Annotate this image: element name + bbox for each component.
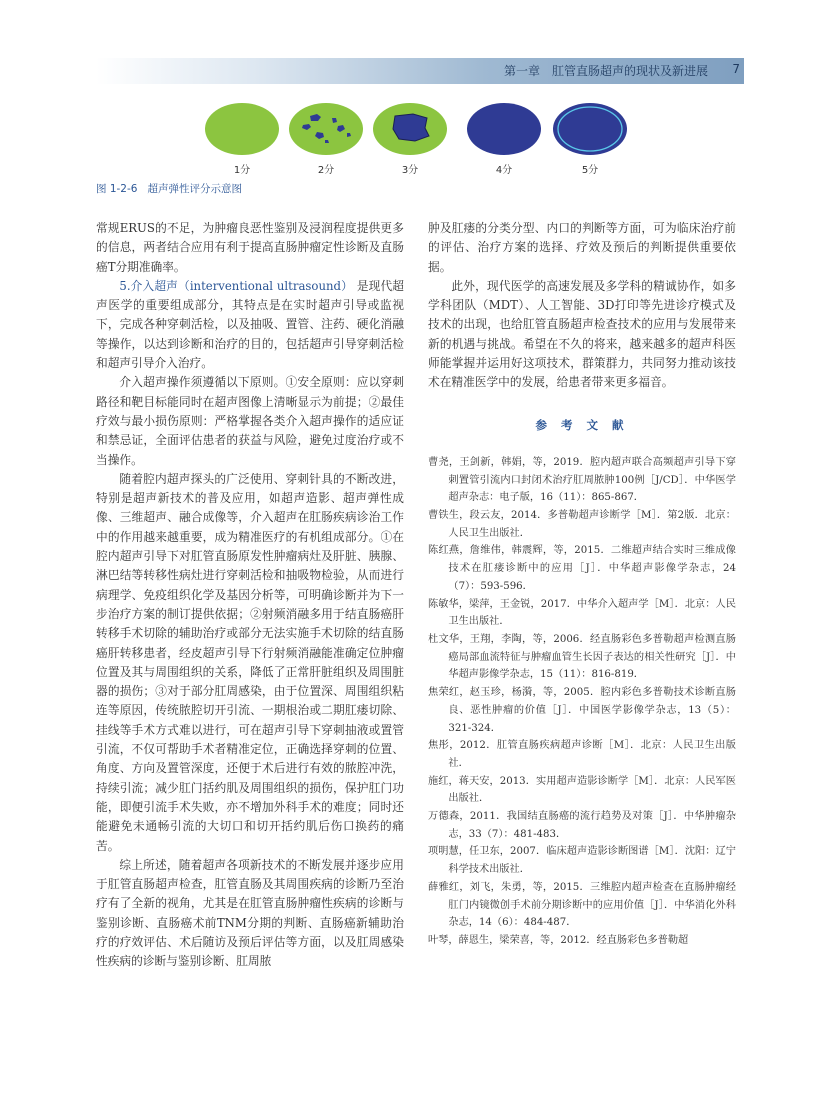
score-label-1: 1分: [233, 165, 251, 176]
figure-caption: [96, 181, 242, 196]
reference-item: 焦彤，2012．肛管直肠疾病超声诊断［M］．北京：人民卫生出版社．: [428, 740, 736, 769]
score-2-ellipse: [289, 103, 363, 155]
reference-item: 曹尧，王剑新，韩娟，等，2019．腔内超声联合高频超声引导下穿刺置管引流内口封闭术治疗肛周脓肿100例［J/CD］．中华医学超声杂志：电子版，16（11）：865-867．: [428, 456, 736, 504]
reference-item: 陈敏华，梁萍，王金锐，2017．中华介入超声学［M］．北京：人民卫生出版社．: [428, 598, 736, 628]
score-1-ellipse: [205, 103, 279, 155]
reference-list: [428, 454, 736, 950]
right-paragraph-2: 此外，现代医学的高速发展及多学科的精诚协作，如多学科团队（MDT）、人工智能、3D打印等先进诊疗模式及技术的出现，也给肛管直肠超声检查技术的应用与发展带来新的机遇与挑战。希望在不久的将来，越来越多的超声科医师能掌握并运用好这项技术，群策群力，共同努力推动该技术在精准医学中的发展，给患者带来更多福音。: [428, 278, 736, 390]
left-paragraph-4: 综上所述，随着超声各项新技术的不断发展并逐步应用于肛管直肠超声检查，肛管直肠及其周围疾病的诊断乃至治疗有了全新的视角，尤其是在肛管直肠肿瘤性疾病的诊断与鉴别诊断、直肠癌术前TNM分期的判断、直肠癌新辅助治疗的疗效评估、术后随访及预后评估等方面，以及肛周感染性疾病的诊断与鉴别诊断、肛周脓: [96, 857, 404, 969]
reference-item: 项明慧，任卫东，2007．临床超声造影诊断图谱［M］．沈阳：辽宁科学技术出版社．: [428, 846, 736, 876]
left-column: [96, 219, 404, 972]
reference-item: 施红，蒋天安，2013．实用超声造影诊断学［M］．北京：人民军医出版社．: [428, 775, 736, 805]
page-number: 7: [732, 62, 740, 76]
score-label-4: 4分: [495, 165, 513, 176]
right-column: [428, 219, 736, 950]
figure-caption-title: 超声弹性评分示意图: [147, 183, 242, 195]
score-label-5: 5分: [581, 165, 599, 176]
left-paragraph-3: 随着腔内超声探头的广泛使用、穿刺针具的不断改进，特别是超声新技术的普及应用，如超声造影、超声弹性成像、三维超声、融合成像等，介入超声在肛肠疾病诊治工作中的作用越来越重要，成为精准医疗的有机组成部分。①在腔内超声引导下对肛管直肠原发性肿瘤病灶及肝脏、胰腺、淋巴结等转移性病灶进行穿刺活检和抽吸物检验，从而进行病理学、免疫组织化学及基因分析等，可明确诊断并为下一步治疗方案的制订提供依据；②射频消融多用于结直肠癌肝转移手术切除的辅助治疗或部分无法实施手术切除的结直肠癌肝转移患者，经皮超声引导下行射频消融能准确定位肿瘤位置及其与周围组织的关系，降低了正常肝脏组织及周围脏器的损伤；③对于部分肛周感染，由于位置深、周围组织粘连等原因，传统脓腔切开引流、一期根治或二期肛瘘切除、挂线等手术方式难以进行，可在超声引导下穿刺抽液或置管引流，不仅可帮助手术者精准定位，正确选择穿刺的位置、角度、方向及置管深度，还便于术后进行有效的脓腔冲洗，持续引流；减少肛门括约肌及周围组织的损伤，保护肛门功能，即便引流手术失败，亦不增加外科手术的难度；同时还能避免未通畅引流的大切口和切开括约肌后伤口换药的痛苦。: [96, 471, 404, 853]
right-paragraph-1: 肿及肛瘘的分类分型、内口的判断等方面，可为临床治疗前的评估、治疗方案的选择、疗效及预后的判断提供重要依据。: [428, 221, 736, 274]
section-5-paragraph: [96, 277, 404, 373]
left-paragraph-1: 常规ERUS的不足，为肿瘤良恶性鉴别及浸润程度提供更多的信息，两者结合应用有利于提高直肠肿瘤定性诊断及直肠癌T分期准确率。: [96, 221, 404, 274]
reference-item: 焦荣红，赵玉珍，杨漪，等，2005．腔内彩色多普勒技术诊断直肠良、恶性肿瘤的价值［J］．中国医学影像学杂志，13（5）：321-324．: [428, 687, 736, 734]
reference-item: 杜文华，王翔，李陶，等，2006．经直肠彩色多普勒超声检测直肠癌局部血流特征与肿瘤血管生长因子表达的相关性研究［J］．中华超声影像学杂志，15（11）：816-819．: [428, 634, 736, 681]
score-label-2: 2分: [317, 165, 335, 176]
score-5-ellipse: [553, 103, 627, 155]
reference-item: 万德森，2011．我国结直肠癌的流行趋势及对策［J］．中华肿瘤杂志，33（7）：481-483．: [428, 811, 736, 840]
score-3-blue-area: [393, 114, 429, 141]
section-5-heading: 5.介入超声（interventional ultrasound）: [119, 278, 353, 293]
reference-item: 曹铁生，段云友，2014．多普勒超声诊断学［M］．第2版．北京：人民卫生出版社．: [428, 510, 736, 539]
chapter-title: 第一章 肛管直肠超声的现状及新进展: [503, 64, 708, 78]
reference-item: 叶琴，薛恩生，梁荣喜，等，2012．经直肠彩色多普勒超: [428, 934, 689, 946]
reference-item: 陈红燕，詹维伟，韩震辉，等，2015．二维超声结合实时三维成像技术在肛瘘诊断中的应用［J］．中华超声影像学杂志，24（7）：593-596．: [428, 545, 736, 592]
score-4-ellipse: [467, 103, 541, 155]
figure-caption-label: 图 1-2-6: [96, 183, 138, 195]
reference-item: 薛雅红，刘飞，朱勇，等，2015．三维腔内超声检查在直肠肿瘤经肛门内镜微创手术前分期诊断中的应用价值［J］．中华消化外科杂志，14（6）：484-487．: [428, 881, 736, 929]
section-5-body: 是现代超声医学的重要组成部分，其特点是在实时超声引导或监视下，完成各种穿刺活检，以及抽吸、置管、注药、硬化消融等操作，以达到诊断和治疗的目的，包括超声引导穿刺活检和超声引导介入治疗。: [96, 278, 404, 371]
score-label-3: 3分: [401, 165, 419, 176]
references-heading: 参 考 文 献: [535, 417, 629, 432]
left-paragraph-2: 介入超声操作须遵循以下原则。①安全原则：应以穿刺路径和靶目标能同时在超声图像上清晰显示为前提；②最佳疗效与最小损伤原则：严格掌握各类介入超声操作的适应证和禁忌证，全面评估患者的获益与风险，避免过度治疗或不当操作。: [96, 375, 404, 467]
